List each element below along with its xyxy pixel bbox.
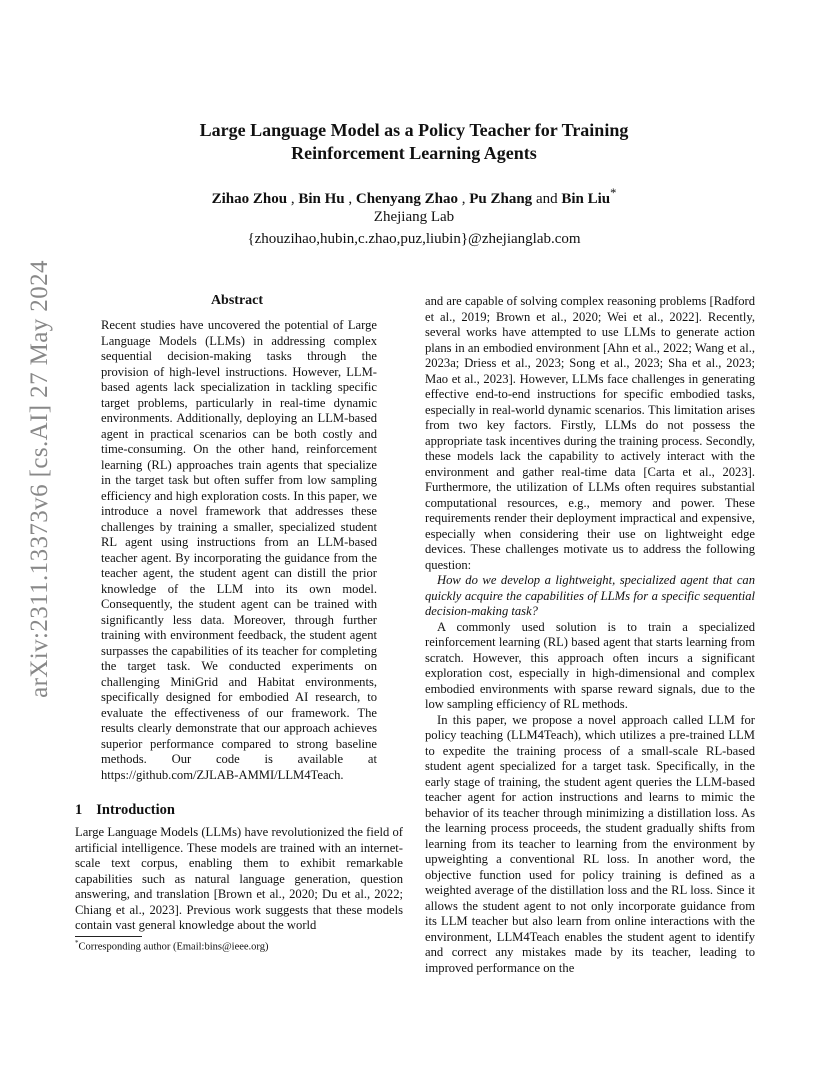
footnote-text: Corresponding author (Email:bins@ieee.org)	[78, 941, 269, 953]
footnote	[75, 939, 268, 953]
author-separator: ,	[457, 191, 470, 207]
footnote-divider	[75, 936, 142, 937]
author-separator: and	[532, 191, 562, 207]
body-paragraph: A commonly used solution is to train a specialized reinforcement learning (RL) based agent that starts learning from scratch. However, this approach often incurs a significant exploration cost, especially in high-dimensional and complex embodied environments with sparse reward signals, due to the low sampling efficiency of RL methods.	[425, 619, 755, 711]
corresponding-author-mark: *	[610, 186, 617, 200]
arxiv-identifier	[18, 260, 62, 698]
right-column	[425, 294, 755, 976]
introduction-text: Large Language Models (LLMs) have revolutionized the field of artificial intelligence. These models are trained with an internet-scale text corpus, enabling them to exhibit remarkable capabilities such as natural language generation, question answering, and translation [Brown et al., 2020; Du et al., 2022; Chiang et al., 2023]. Previous work suggests that these models contain vast general knowledge about the world	[75, 825, 403, 932]
paper-title-line-2: Reinforcement Learning Agents	[291, 143, 537, 163]
research-question: How do we develop a lightweight, specialized agent that can quickly acquire the capabilities of LLMs for a specific sequential decision-making task?	[425, 573, 755, 618]
section-number: 1	[75, 802, 83, 818]
footnote-mark: *	[75, 939, 79, 947]
author-name: Bin Hu	[298, 191, 345, 207]
section-heading-introduction	[75, 802, 189, 819]
paper-title-line-1: Large Language Model as a Policy Teacher for Training	[199, 120, 629, 140]
arxiv-identifier-text: arXiv:2311.13373v6 [cs.AI] 27 May 2024	[26, 260, 53, 698]
author-separator: ,	[287, 191, 299, 207]
author-separator: ,	[344, 191, 356, 207]
body-paragraph: In this paper, we propose a novel approach called LLM for policy teaching (LLM4Teach), which utilizes a pre-trained LLM to expedite the training process of a small-scale RL-based student agent specialized for a target task. Specifically, in the early stage of training, the student agent queries the LLM-based teacher agent for action instructions and learns to mimic the behavior of its teacher through minimizing a distillation loss. As the learning process proceeds, the student gradually shifts from learning from its teacher to learning from the environment by upweighting a conventional RL loss. In another word, the objective function used for policy training is defined as a weighted average of the distillation loss and the RL loss. Since it allows the student agent to not only incorporate guidance from its LLM teacher but also learn from online interactions with the environment, LLM4Teach enables the student agent to identify and correct any mistakes made by its teacher, leading to improved performance on the	[425, 712, 755, 975]
abstract-text: Recent studies have uncovered the potential of Large Language Models (LLMs) in addressing complex sequential decision-making tasks through the provision of high-level instructions. However, LLM-based agents lack specialization in tackling specific target problems, particularly in real-time dynamic environments. Additionally, deploying an LLM-based agent in practical scenarios can be both costly and time-consuming. On the other hand, reinforcement learning (RL) approaches train agents that specialize in the target task but often suffer from low sampling efficiency and high exploration costs. In this paper, we introduce a novel framework that addresses these challenges by training a smaller, specialized student RL agent using instructions from an LLM-based teacher agent. By incorporating the guidance from the teacher agent, the student agent can distill the prior knowledge of the LLM into its own model. Consequently, the student agent can be trained with significantly less data. Moreover, through further training with environment feedback, the student agent surpasses the capabilities of its teacher for completing the target task. We conducted experiments on challenging MiniGrid and Habitat environments, specifically designed for embodied AI research, to evaluate the effectiveness of our framework. The results clearly demonstrate that our approach achieves superior performance compared to strong baseline methods. Our code is available at https://github.com/ZJLAB-AMMI/LLM4Teach.	[101, 318, 377, 782]
author-list	[120, 186, 708, 208]
section-title: Introduction	[96, 802, 175, 818]
author-name: Chenyang Zhao	[355, 191, 458, 207]
affiliation: Zhejiang Lab	[373, 209, 455, 225]
body-paragraph: and are capable of solving complex reasoning problems [Radford et al., 2019; Brown et al., 2020; Wei et al., 2022]. Recently, several works have attempted to use LLMs to generate action plans in an embodied environment [Ahn et al., 2022; Wang et al., 2023a; Driess et al., 2023; Song et al., 2023; Sha et al., 2023; Mao et al., 2023]. However, LLMs face challenges in generating effective end-to-end instructions for specific embodied tasks, especially in real-world dynamic scenarios. This limitation arises from two key factors. Firstly, LLMs do not possess the appropriate task incentives during the training process. Secondly, these models lack the capability to actively interact with the environment and gather real-time data [Carta et al., 2023]. Furthermore, the utilization of LLMs often requires substantial computational resources, e.g., memory and power. These requirements render their deployment impractical and expensive, especially when considering their use on lightweight edge devices. These challenges motivate us to address the following question:	[425, 294, 755, 572]
author-name: Bin Liu	[561, 191, 611, 207]
paper-title	[120, 119, 708, 165]
author-emails: {zhouzihao,hubin,c.zhao,puz,liubin}@zhejianglab.com	[247, 231, 581, 247]
abstract-heading: Abstract	[210, 293, 264, 308]
author-name: Zihao Zhou	[211, 191, 288, 207]
author-name: Pu Zhang	[469, 191, 533, 207]
